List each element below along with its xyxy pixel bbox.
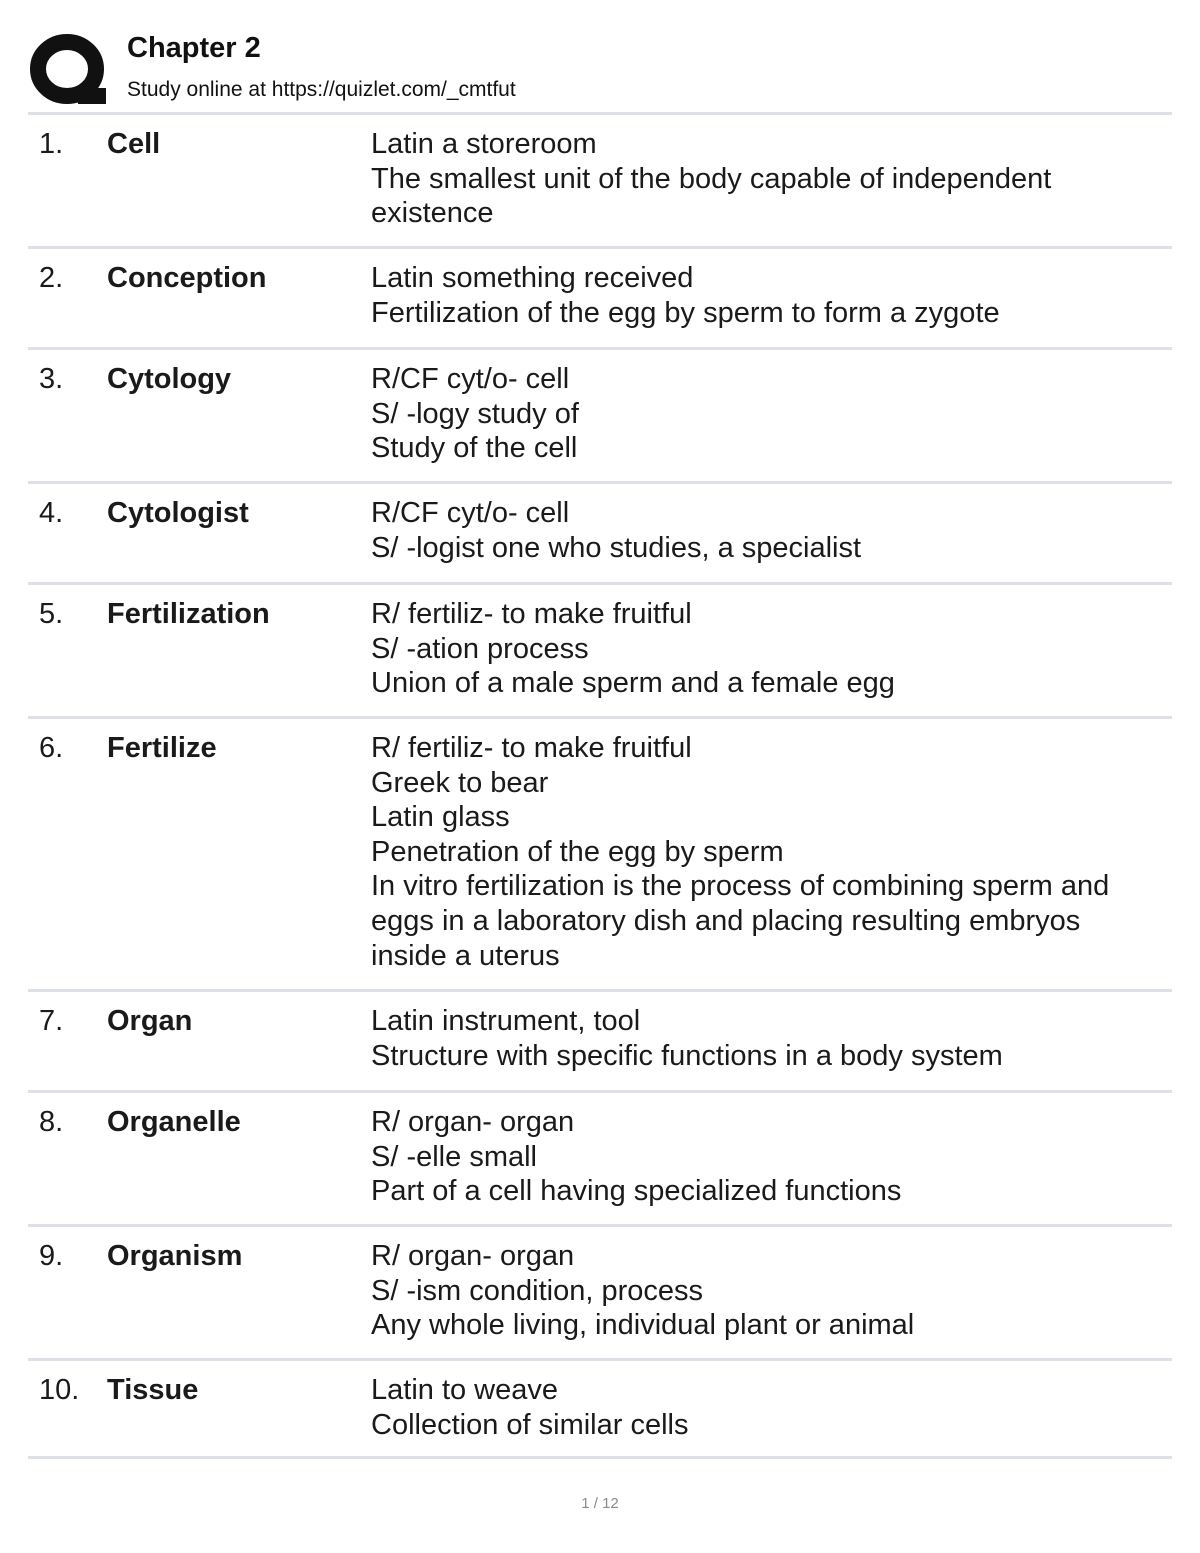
term-row	[28, 716, 1172, 989]
definition-line: S/ -ation process	[371, 632, 589, 665]
definition-line: Penetration of the egg by sperm	[371, 835, 784, 868]
term-row	[28, 989, 1172, 1090]
definition-line: Study of the cell	[371, 432, 578, 465]
definition-line: Latin to weave	[371, 1374, 559, 1406]
page-number: 1 / 12	[581, 1495, 619, 1512]
definition-line: Part of a cell having specialized functions	[371, 1175, 902, 1208]
term-definition	[371, 496, 1166, 565]
term-row	[28, 481, 1172, 582]
term-name: Organism	[107, 1240, 243, 1272]
term-name: Fertilize	[107, 732, 217, 764]
definition-line: R/ organ- organ	[371, 1240, 575, 1272]
term-name: Tissue	[107, 1374, 199, 1406]
term-row	[28, 582, 1172, 716]
definition-line: eggs in a laboratory dish and placing resulting embryos	[371, 904, 1081, 937]
page-header	[28, 28, 1172, 110]
term-row	[28, 112, 1172, 246]
definition-line: Collection of similar cells	[371, 1408, 689, 1441]
definition-line: R/ fertiliz- to make fruitful	[371, 598, 692, 630]
term-name: Cell	[107, 128, 161, 160]
term-definition	[371, 127, 1166, 231]
term-number: 1.	[39, 128, 64, 160]
quizlet-logo-icon	[30, 32, 108, 106]
term-row	[28, 1224, 1172, 1358]
term-definition	[371, 1373, 1166, 1442]
flashcard-term-list	[28, 112, 1172, 1459]
term-number: 3.	[39, 363, 64, 395]
term-number: 7.	[39, 1005, 64, 1037]
term-number: 2.	[39, 262, 64, 294]
definition-line: Latin something received	[371, 262, 694, 294]
term-name: Fertilization	[107, 598, 270, 630]
term-definition	[371, 1105, 1166, 1209]
definition-line: Union of a male sperm and a female egg	[371, 667, 895, 700]
term-name: Conception	[107, 262, 267, 294]
definition-line: existence	[371, 197, 494, 230]
study-online-link[interactable]: Study online at https://quizlet.com/_cmtfut	[127, 78, 516, 101]
term-number: 9.	[39, 1240, 64, 1272]
definition-line: Any whole living, individual plant or animal	[371, 1309, 915, 1342]
definition-line: S/ -logy study of	[371, 397, 579, 430]
term-number: 10.	[39, 1374, 80, 1406]
term-name: Cytologist	[107, 497, 249, 529]
term-row	[28, 1090, 1172, 1224]
term-number: 5.	[39, 598, 64, 630]
definition-line: R/CF cyt/o- cell	[371, 497, 570, 529]
term-row	[28, 347, 1172, 481]
definition-line: Fertilization of the egg by sperm to form a zygote	[371, 296, 1000, 329]
definition-line: In vitro fertilization is the process of combining sperm and	[371, 870, 1110, 903]
definition-line: Structure with specific functions in a body system	[371, 1039, 1003, 1072]
term-name: Organ	[107, 1005, 193, 1037]
definition-line: S/ -elle small	[371, 1140, 537, 1173]
definition-line: S/ -ism condition, process	[371, 1274, 704, 1307]
definition-line: inside a uterus	[371, 939, 560, 972]
definition-line: R/ fertiliz- to make fruitful	[371, 732, 692, 764]
definition-line: Latin glass	[371, 801, 510, 834]
definition-line: R/ organ- organ	[371, 1106, 575, 1138]
definition-line: Greek to bear	[371, 766, 549, 799]
term-definition	[371, 362, 1166, 466]
term-definition	[371, 731, 1166, 973]
definition-line: Latin instrument, tool	[371, 1005, 641, 1037]
page-title: Chapter 2	[127, 32, 261, 64]
definition-line: R/CF cyt/o- cell	[371, 363, 570, 395]
term-number: 8.	[39, 1106, 64, 1138]
term-number: 6.	[39, 732, 64, 764]
term-definition	[371, 261, 1166, 330]
term-number: 4.	[39, 497, 64, 529]
term-name: Cytology	[107, 363, 232, 395]
definition-line: The smallest unit of the body capable of independent	[371, 162, 1052, 195]
term-row	[28, 246, 1172, 347]
term-definition	[371, 1004, 1166, 1073]
term-name: Organelle	[107, 1106, 241, 1138]
definition-line: S/ -logist one who studies, a specialist	[371, 531, 862, 564]
definition-line: Latin a storeroom	[371, 128, 597, 160]
term-definition	[371, 597, 1166, 701]
term-definition	[371, 1239, 1166, 1343]
term-row	[28, 1358, 1172, 1459]
